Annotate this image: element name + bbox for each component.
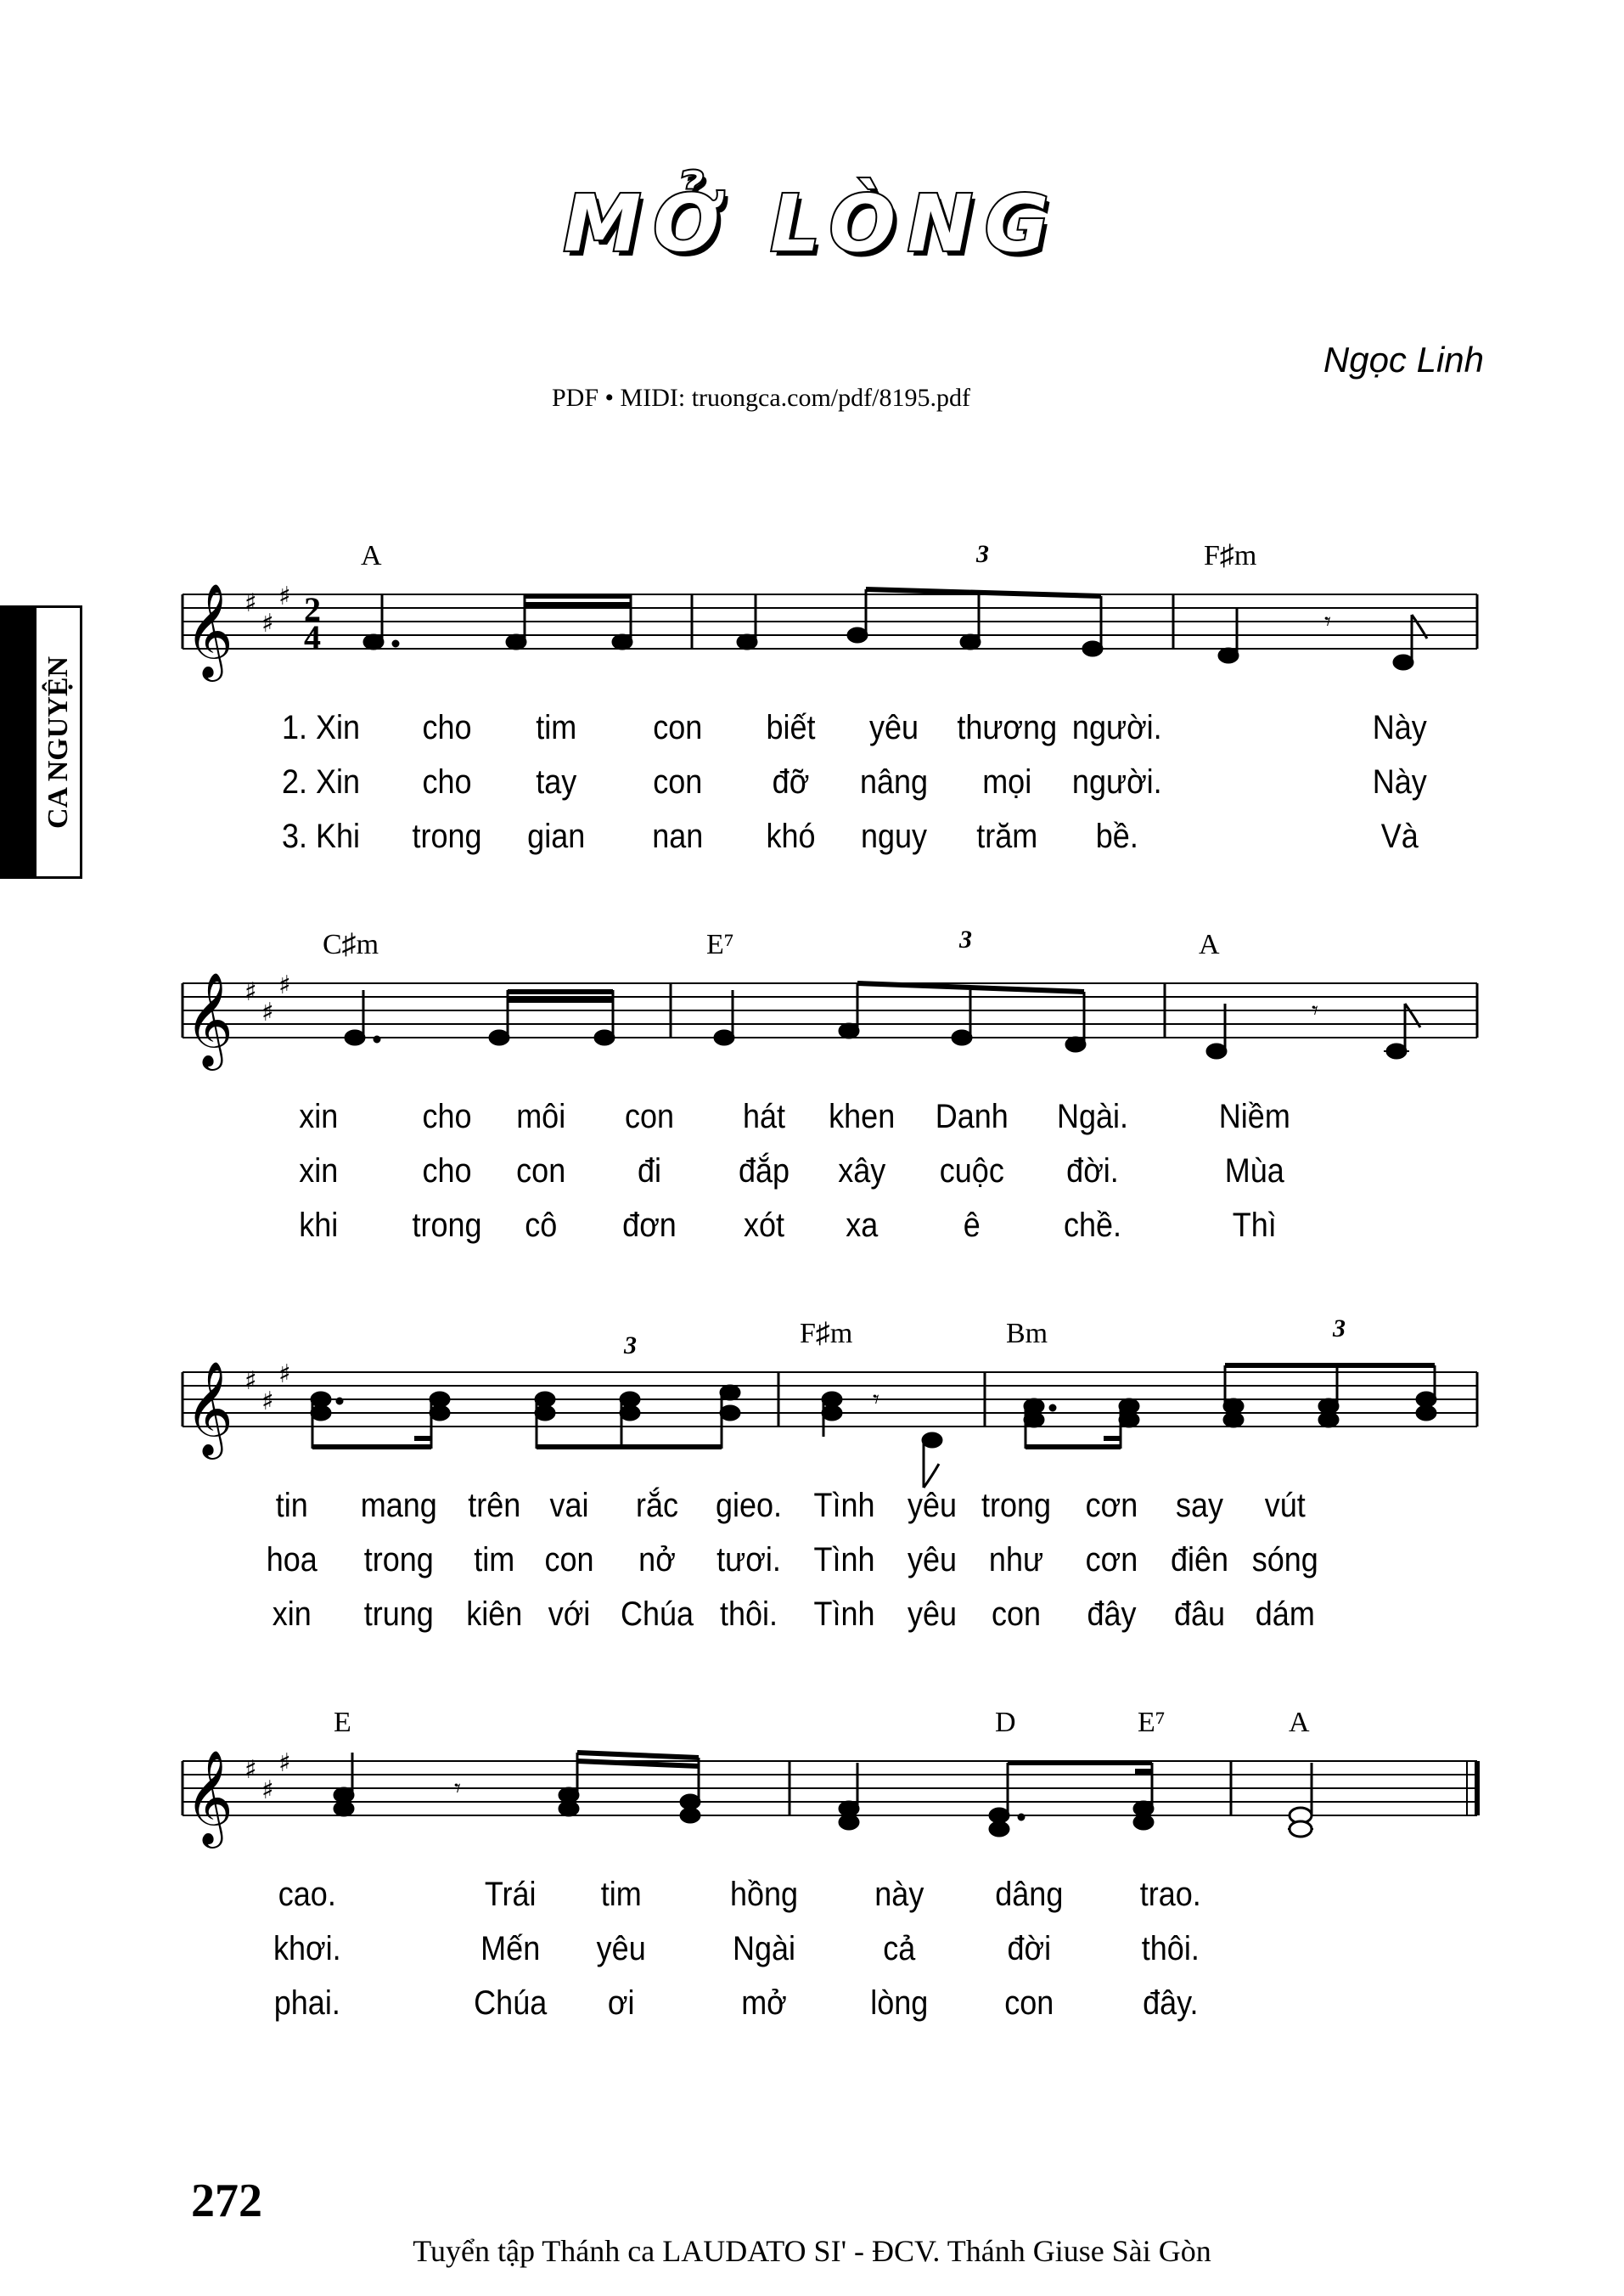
chord-symbol: F♯m	[1204, 540, 1257, 571]
lyric-syllable: trao.	[1139, 1876, 1201, 1913]
lyric-syllable: chề.	[1063, 1207, 1122, 1244]
lyric-syllable: 1. Xin	[281, 709, 361, 746]
svg-text:♯: ♯	[278, 971, 291, 1000]
lyric-syllable: mọi	[982, 763, 1032, 801]
triplet-mark: 3	[624, 1331, 637, 1359]
lyric-syllable: người.	[1071, 709, 1162, 746]
lyric-syllable: 3. Khi	[281, 818, 361, 855]
lyric-syllable: sóng	[1251, 1541, 1318, 1578]
triplet-mark: 3	[976, 540, 989, 568]
svg-text:♯: ♯	[244, 1366, 257, 1396]
eighth-rest-icon: 𝄾	[1312, 996, 1318, 1026]
lyric-syllable: trên	[468, 1487, 521, 1524]
lyric-verse-1	[0, 1876, 1462, 1918]
lyric-syllable: mở	[741, 1984, 787, 2022]
lyric-syllable: dám	[1255, 1595, 1315, 1633]
lyric-syllable: kiên	[466, 1595, 523, 1633]
chord-symbol: E⁷	[1138, 1707, 1166, 1738]
lyric-syllable: Này	[1372, 709, 1427, 746]
lyric-syllable: biết	[766, 709, 816, 746]
lyric-syllable: đây	[1087, 1595, 1137, 1633]
lyric-syllable: trong	[412, 1207, 482, 1244]
lyric-syllable: đây.	[1143, 1984, 1199, 2022]
key-signature-icon	[244, 582, 291, 639]
lyric-syllable: rắc	[635, 1487, 679, 1524]
lyric-syllable: khơi.	[273, 1930, 341, 1967]
lyric-syllable: trăm	[976, 818, 1038, 855]
svg-text:♯: ♯	[278, 1359, 291, 1389]
lyric-syllable: cho	[422, 709, 472, 746]
lyric-syllable: Tình	[813, 1487, 875, 1524]
lyric-syllable: nan	[652, 818, 704, 855]
chord-symbol: F♯m	[800, 1318, 853, 1349]
lyric-syllable: đắp	[738, 1152, 790, 1190]
time-signature	[304, 590, 321, 656]
lyric-syllable: người.	[1071, 763, 1162, 801]
eighth-rest-icon: 𝄾	[454, 1774, 461, 1804]
lyric-syllable: xin	[299, 1152, 339, 1190]
lyric-syllable: con	[544, 1541, 594, 1578]
lyric-syllable: cho	[422, 1152, 472, 1190]
lyric-syllable: Trái	[484, 1876, 537, 1913]
chord-symbol: E	[334, 1707, 351, 1738]
lyric-syllable: Chúa	[620, 1595, 694, 1633]
lyric-syllable: vai	[549, 1487, 589, 1524]
lyric-syllable: mang	[360, 1487, 437, 1524]
lyric-syllable: cả	[883, 1930, 916, 1967]
lyric-verse-3	[0, 1595, 1462, 1638]
treble-clef-icon: 𝄞	[185, 1360, 233, 1455]
lyric-syllable: tay	[536, 763, 577, 801]
composer-name: Ngọc Linh	[1323, 340, 1484, 380]
triplet-mark: 3	[1333, 1314, 1346, 1342]
chord-symbol: C♯m	[323, 929, 379, 960]
chord-symbol: A	[1199, 929, 1220, 960]
song-title: MỞ LÒNG	[563, 178, 1061, 269]
lyric-syllable: con	[653, 709, 703, 746]
lyric-syllable: yêu	[907, 1487, 958, 1524]
lyric-syllable: thôi.	[1141, 1930, 1200, 1967]
page-footer: Tuyển tập Thánh ca LAUDATO SI' - ĐCV. Thánh Giuse Sài Gòn	[413, 2234, 1211, 2268]
lyric-syllable: gian	[527, 818, 586, 855]
chord-symbol: A	[1289, 1707, 1310, 1738]
lyric-syllable: khi	[299, 1207, 339, 1244]
lyric-verse-2	[0, 1152, 1462, 1195]
lyric-syllable: Và	[1380, 818, 1419, 855]
lyric-syllable: yêu	[868, 709, 919, 746]
lyric-syllable: ơi	[607, 1984, 635, 2022]
lyric-syllable: môi	[516, 1098, 566, 1135]
pdf-midi-link[interactable]: PDF • MIDI: truongca.com/pdf/8195.pdf	[552, 384, 970, 412]
svg-text:♯: ♯	[278, 1748, 291, 1778]
lyric-syllable: xót	[743, 1207, 785, 1244]
lyric-syllable: thôi.	[719, 1595, 778, 1633]
key-signature-icon	[244, 1748, 291, 1805]
lyric-verse-2	[0, 1541, 1462, 1584]
lyric-syllable: cuộc	[939, 1152, 1004, 1190]
treble-clef-icon: 𝄞	[185, 582, 233, 678]
chord-symbol: E⁷	[706, 929, 734, 960]
lyric-syllable: con	[624, 1098, 675, 1135]
svg-text:♯: ♯	[261, 609, 274, 639]
lyric-syllable: Thì	[1232, 1207, 1277, 1244]
lyric-syllable: lòng	[870, 1984, 929, 2022]
svg-text:♯: ♯	[261, 998, 274, 1027]
eighth-rest-icon: 𝄾	[873, 1385, 879, 1415]
lyric-syllable: yêu	[907, 1541, 958, 1578]
lyric-verse-1	[0, 709, 1462, 751]
lyric-syllable: Này	[1372, 763, 1427, 801]
lyric-syllable: nở	[638, 1541, 676, 1578]
lyric-syllable: Niềm	[1218, 1098, 1290, 1135]
lyric-syllable: xin	[299, 1098, 339, 1135]
key-signature-icon	[244, 1359, 291, 1416]
lyric-verse-3	[0, 818, 1462, 860]
lyric-syllable: trong	[363, 1541, 434, 1578]
lyric-verse-1	[0, 1098, 1462, 1140]
lyric-syllable: đâu	[1173, 1595, 1226, 1633]
page-number: 272	[191, 2175, 262, 2227]
eighth-rest-icon: 𝄾	[1324, 607, 1331, 637]
lyric-syllable: cơn	[1085, 1487, 1138, 1524]
lyric-syllable: con	[1004, 1984, 1054, 2022]
key-signature-icon	[244, 971, 291, 1027]
chord-symbol: A	[361, 540, 382, 571]
lyric-syllable: Ngài.	[1056, 1098, 1129, 1135]
section-tab-label: CA NGUYỆN	[42, 656, 74, 829]
lyric-syllable: đời.	[1066, 1152, 1119, 1190]
lyric-syllable: yêu	[596, 1930, 646, 1967]
lyric-syllable: tim	[474, 1541, 515, 1578]
lyric-syllable: hoa	[266, 1541, 317, 1578]
treble-clef-icon: 𝄞	[185, 971, 233, 1066]
lyric-syllable: như	[988, 1541, 1044, 1578]
lyric-syllable: đời	[1007, 1930, 1052, 1967]
lyric-syllable: đơn	[622, 1207, 677, 1244]
lyric-syllable: tin	[275, 1487, 308, 1524]
lyric-syllable: tim	[600, 1876, 642, 1913]
lyric-syllable: cô	[525, 1207, 558, 1244]
lyric-syllable: nguy	[860, 818, 928, 855]
lyric-syllable: hồng	[729, 1876, 799, 1913]
lyric-syllable: đỡ	[772, 763, 810, 801]
lyric-syllable: trung	[363, 1595, 434, 1633]
chord-symbol: Bm	[1006, 1318, 1048, 1349]
chord-symbol: D	[995, 1707, 1016, 1738]
lyric-syllable: Danh	[935, 1098, 1009, 1135]
lyric-verse-2	[0, 763, 1462, 806]
lyric-syllable: với	[548, 1595, 591, 1633]
lyric-syllable: gieo.	[715, 1487, 783, 1524]
lyric-syllable: Tình	[813, 1541, 875, 1578]
lyric-syllable: cho	[422, 763, 472, 801]
lyric-syllable: này	[874, 1876, 924, 1913]
music-staff-4	[0, 1744, 1624, 1863]
lyric-syllable: dâng	[995, 1876, 1064, 1913]
lyric-syllable: khen	[829, 1098, 896, 1135]
lyric-verse-2	[0, 1930, 1462, 1972]
svg-text:4: 4	[304, 618, 321, 656]
lyric-syllable: hát	[742, 1098, 786, 1135]
lyric-verse-1	[0, 1487, 1462, 1529]
lyric-syllable: Chúa	[474, 1984, 548, 2022]
lyric-syllable: con	[991, 1595, 1042, 1633]
lyric-syllable: cơn	[1085, 1541, 1138, 1578]
lyric-syllable: 2. Xin	[281, 763, 361, 801]
lyric-verse-3	[0, 1207, 1462, 1249]
lyric-syllable: điên	[1170, 1541, 1229, 1578]
lyric-syllable: Tình	[813, 1595, 875, 1633]
lyric-syllable: tim	[536, 709, 577, 746]
lyric-syllable: yêu	[907, 1595, 958, 1633]
lyric-syllable: ê	[963, 1207, 981, 1244]
lyric-syllable: đi	[637, 1152, 662, 1190]
lyric-syllable: xây	[838, 1152, 886, 1190]
lyric-syllable: cho	[422, 1098, 472, 1135]
lyric-syllable: bề.	[1095, 818, 1138, 855]
lyric-syllable: xin	[272, 1595, 312, 1633]
lyric-verse-3	[0, 1984, 1462, 2027]
lyric-syllable: khó	[766, 818, 816, 855]
lyric-syllable: cao.	[278, 1876, 336, 1913]
lyric-syllable: say	[1175, 1487, 1224, 1524]
svg-text:♯: ♯	[244, 1755, 257, 1785]
svg-text:♯: ♯	[244, 588, 257, 618]
svg-text:♯: ♯	[261, 1387, 274, 1416]
lyric-syllable: trong	[981, 1487, 1052, 1524]
lyric-syllable: trong	[412, 818, 482, 855]
lyric-syllable: nâng	[859, 763, 929, 801]
treble-clef-icon: 𝄞	[185, 1749, 233, 1844]
svg-text:♯: ♯	[261, 1775, 274, 1805]
svg-text:♯: ♯	[244, 977, 257, 1007]
lyric-syllable: vút	[1264, 1487, 1306, 1524]
lyric-syllable: phai.	[273, 1984, 340, 2022]
lyric-syllable: Mến	[480, 1930, 541, 1967]
svg-text:2: 2	[304, 590, 321, 628]
lyric-syllable: con	[653, 763, 703, 801]
lyric-syllable: con	[516, 1152, 566, 1190]
lyric-syllable: tươi.	[716, 1541, 781, 1578]
triplet-mark: 3	[959, 926, 972, 954]
lyric-syllable: Ngài	[732, 1930, 796, 1967]
svg-text:♯: ♯	[278, 582, 291, 611]
lyric-syllable: Mùa	[1224, 1152, 1284, 1190]
lyric-syllable: thương	[957, 709, 1058, 746]
lyric-syllable: xa	[846, 1207, 879, 1244]
